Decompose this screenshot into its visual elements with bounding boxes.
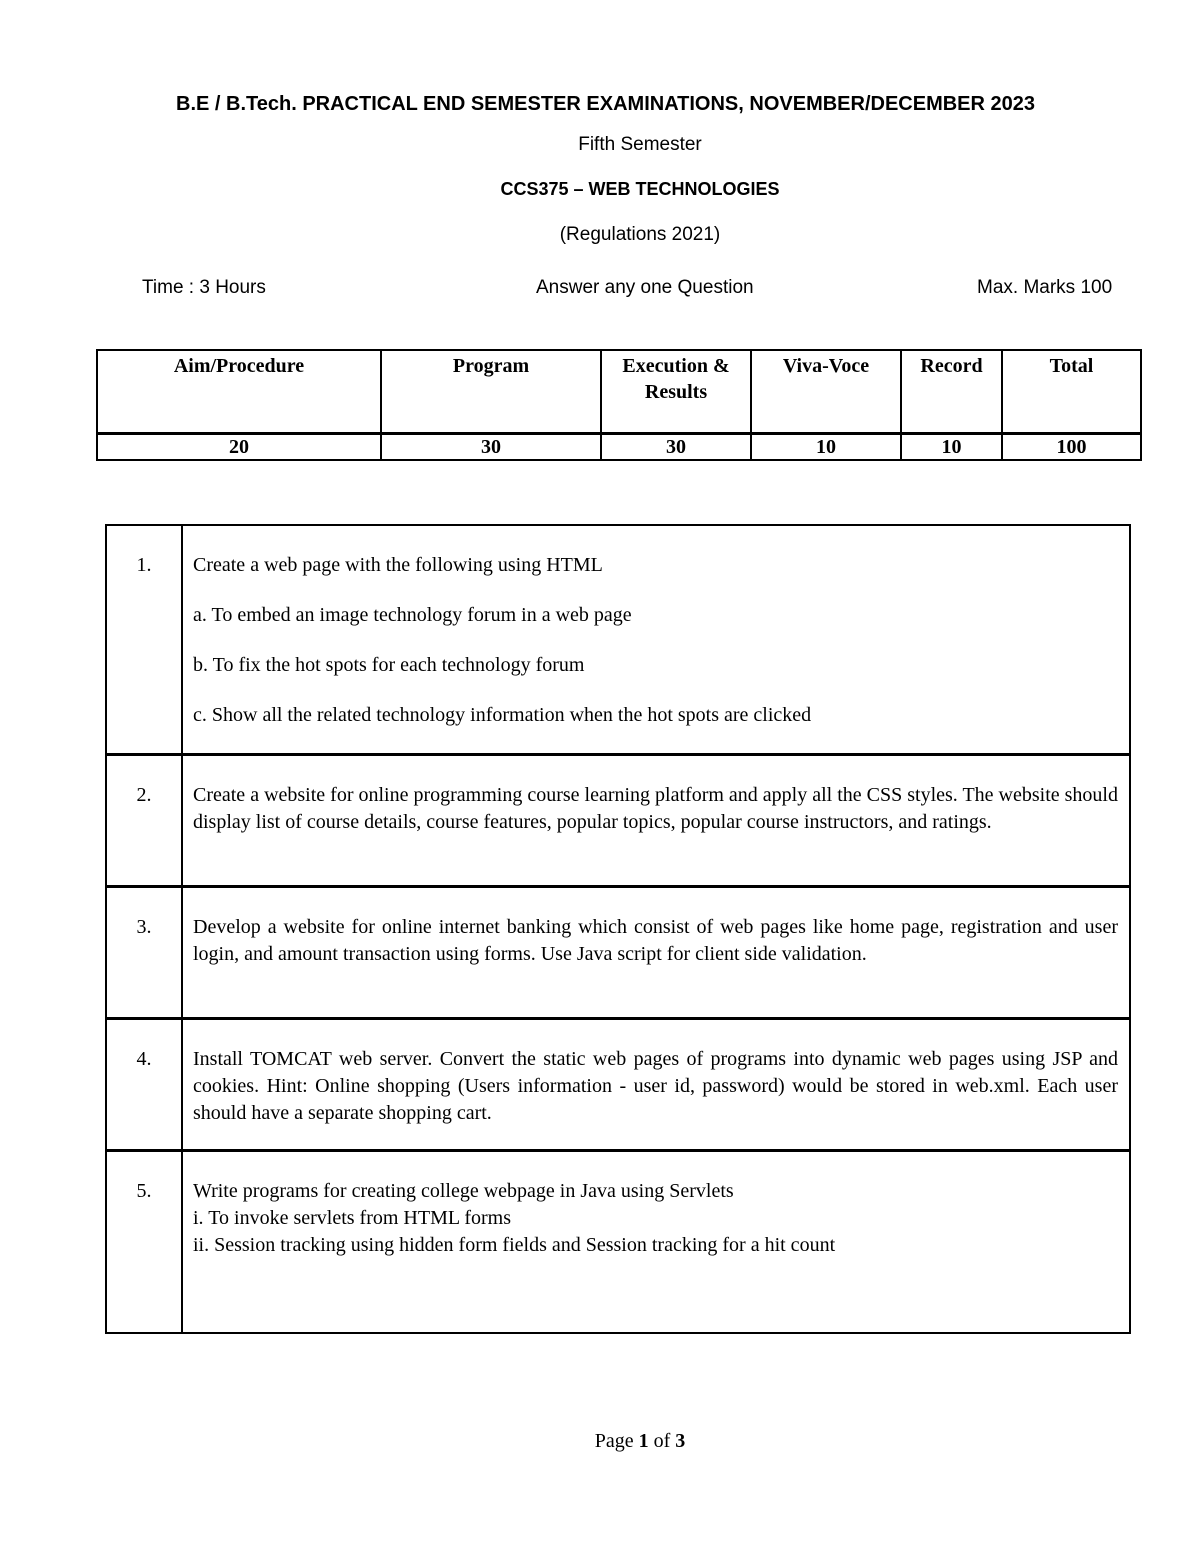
max-marks: Max. Marks 100 <box>977 277 1113 298</box>
marks-value-cell: 10 <box>751 434 901 461</box>
question-line: ii. Session tracking using hidden form fields and Session tracking for a hit count <box>193 1234 836 1256</box>
question-line: c. Show all the related technology information when the hot spots are clicked <box>193 704 812 726</box>
question-line: Create a web page with the following using HTML <box>193 554 603 576</box>
marks-value-cell: 30 <box>381 434 601 461</box>
marks-header-cell: Execution & Results <box>601 350 751 434</box>
question-row <box>106 755 1130 887</box>
page-total: 3 <box>675 1430 686 1452</box>
questions-table <box>105 524 1131 1334</box>
page-number <box>0 1430 1200 1453</box>
marks-value-cell: 20 <box>97 434 381 461</box>
course-title: CCS375 – WEB TECHNOLOGIES <box>500 179 780 199</box>
question-line: Write programs for creating college webpage in Java using Servlets <box>193 1180 734 1202</box>
question-text <box>182 1151 1130 1334</box>
question-row <box>106 1019 1130 1151</box>
question-number: 2. <box>106 755 182 887</box>
question-number: 1. <box>106 525 182 755</box>
question-row <box>106 525 1130 755</box>
question-line: Install TOMCAT web server. Convert the static web pages of programs into dynamic web pages using JSP and cookies. Hint: Online shopping (Users information - user id, password) would be stored in web.xml. Each user should have a separate shopping cart. <box>193 1048 1118 1124</box>
page-current: 1 <box>638 1430 649 1452</box>
question-text <box>182 1019 1130 1151</box>
question-number: 5. <box>106 1151 182 1334</box>
regulations-label: (Regulations 2021) <box>559 224 721 245</box>
semester-label: Fifth Semester <box>578 134 702 155</box>
page-of: of <box>653 1430 671 1452</box>
page-prefix: Page <box>594 1430 634 1452</box>
marks-header-row <box>97 350 1141 434</box>
marks-header-cell: Total <box>1002 350 1141 434</box>
exam-duration: Time : 3 Hours <box>142 277 266 298</box>
question-line: b. To fix the hot spots for each technology forum <box>193 654 585 676</box>
marks-header-cell: Record <box>901 350 1002 434</box>
marks-value-cell: 10 <box>901 434 1002 461</box>
question-row <box>106 887 1130 1019</box>
marks-value-cell: 100 <box>1002 434 1141 461</box>
marks-header-cell: Aim/Procedure <box>97 350 381 434</box>
marks-distribution-table <box>96 349 1142 461</box>
question-line: Develop a website for online internet banking which consist of web pages like home page, registration and user login, and amount transaction using forms. Use Java script for client side validation. <box>193 916 1118 965</box>
marks-value-cell: 30 <box>601 434 751 461</box>
exam-title: B.E / B.Tech. PRACTICAL END SEMESTER EXAMINATIONS, NOVEMBER/DECEMBER 2023 <box>176 93 1036 115</box>
question-number: 3. <box>106 887 182 1019</box>
question-number: 4. <box>106 1019 182 1151</box>
marks-values-row <box>97 434 1141 461</box>
question-text <box>182 525 1130 755</box>
question-row <box>106 1151 1130 1334</box>
question-text <box>182 755 1130 887</box>
question-line: a. To embed an image technology forum in a web page <box>193 604 632 626</box>
marks-header-cell: Program <box>381 350 601 434</box>
question-line: i. To invoke servlets from HTML forms <box>193 1207 511 1229</box>
marks-header-cell: Viva-Voce <box>751 350 901 434</box>
question-text <box>182 887 1130 1019</box>
exam-instruction: Answer any one Question <box>536 277 754 298</box>
question-line: Create a website for online programming course learning platform and apply all the CSS styles. The website should display list of course details, course features, popular topics, popular course instructors, and ratings. <box>193 784 1118 833</box>
